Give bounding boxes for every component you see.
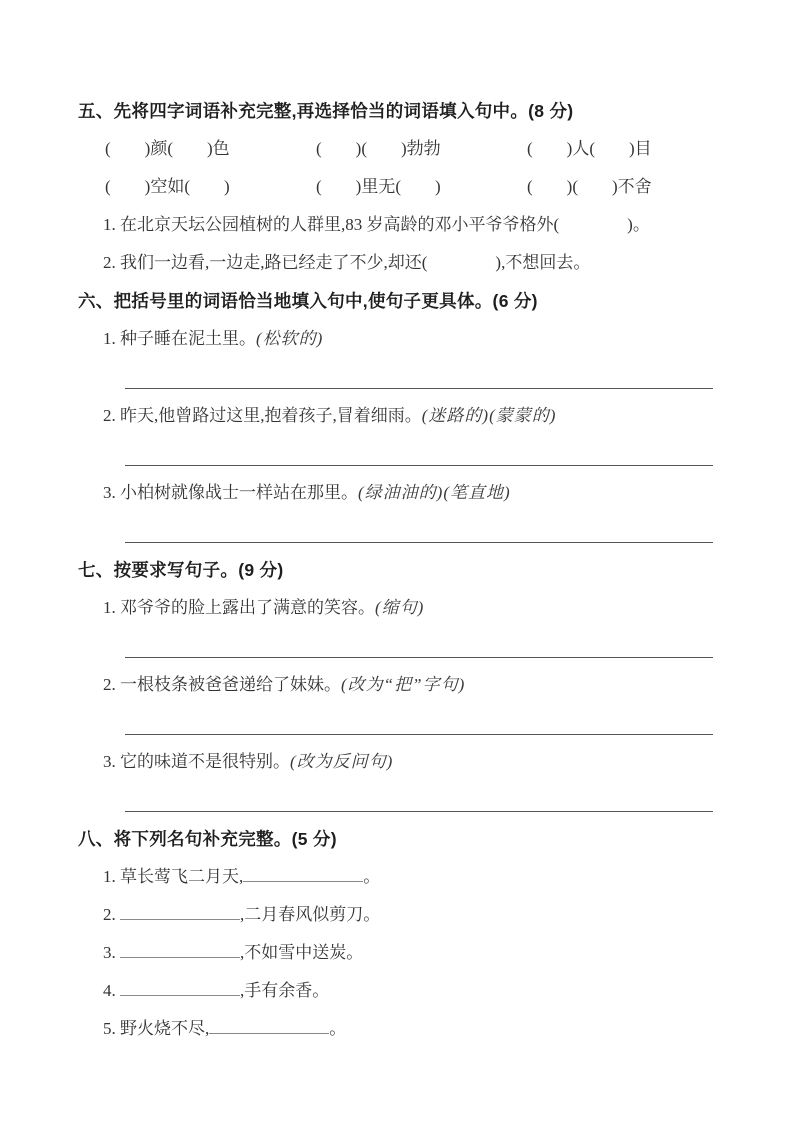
answer-line: [125, 435, 713, 466]
answer-line: [125, 512, 713, 543]
question-text: 5. 野火烧不尽,: [103, 1019, 210, 1038]
question-text: ,手有余香。: [240, 981, 330, 1000]
question-hint: (松软的): [256, 329, 324, 348]
idiom-blank: ( )空如( ): [105, 177, 230, 196]
idiom-blank: ( )人( )目: [527, 139, 652, 158]
question-item: [78, 666, 723, 704]
question-text: 1. 邓爷爷的脸上露出了满意的笑容。: [103, 598, 375, 617]
question-hint: (缩句): [375, 598, 425, 617]
idiom-blank: ( )里无( ): [316, 177, 441, 196]
answer-line: [125, 781, 713, 812]
question-text: ,不如雪中送炭。: [240, 943, 364, 962]
fill-blank-line: [209, 1015, 329, 1034]
question-item: [78, 397, 723, 435]
idiom-blank: ( )( )不舍: [527, 177, 652, 196]
question-text: 3. 它的味道不是很特别。: [103, 752, 290, 771]
question-item: [78, 206, 723, 244]
question-text: 3. 小柏树就像战士一样站在那里。: [103, 483, 358, 502]
question-text: 。: [363, 867, 381, 886]
question-text: 2. 昨天,他曾路过这里,抱着孩子,冒着细雨。: [103, 406, 422, 425]
question-item: [78, 244, 723, 282]
question-text: 2. 一根枝条被爸爸递给了妹妹。: [103, 675, 341, 694]
idiom-blank: ( )颜( )色: [105, 139, 230, 158]
fill-blank-line: [243, 863, 363, 882]
question-hint: (迷路的)(蒙蒙的): [421, 406, 557, 425]
famous-line-item: [78, 858, 723, 896]
question-hint: (改为反问句): [290, 752, 394, 771]
question-text: 2.: [103, 905, 120, 924]
answer-line: [125, 704, 713, 735]
question-text: 2. 我们一边看,一边走,路已经走了不少,却还( ),不想回去。: [103, 253, 591, 272]
question-text: 1. 种子睡在泥土里。: [103, 329, 256, 348]
question-item: [78, 743, 723, 781]
question-text: 1. 草长莺飞二月天,: [103, 867, 244, 886]
idiom-blank-row-2: [78, 168, 723, 206]
question-item: [78, 589, 723, 627]
question-item: [78, 474, 723, 512]
fill-blank-line: [120, 901, 240, 920]
question-text: ,二月春风似剪刀。: [240, 905, 381, 924]
question-text: 1. 在北京天坛公园植树的人群里,83 岁高龄的邓小平爷爷格外( )。: [103, 215, 650, 234]
idiom-blank: ( )( )勃勃: [316, 139, 441, 158]
section-heading-five: 五、先将四字词语补充完整,再选择恰当的词语填入句中。(8 分): [78, 101, 574, 121]
section-heading-seven: 七、按要求写句子。(9 分): [78, 560, 284, 580]
answer-line: [125, 627, 713, 658]
answer-line: [125, 358, 713, 389]
famous-line-item: [78, 934, 723, 972]
question-text: 3.: [103, 943, 120, 962]
question-item: [78, 320, 723, 358]
question-hint: (绿油油的)(笔直地): [358, 483, 511, 502]
question-text: 4.: [103, 981, 120, 1000]
section-heading-eight: 八、将下列名句补充完整。(5 分): [78, 829, 337, 849]
idiom-blank-row-1: [78, 130, 723, 168]
fill-blank-line: [120, 939, 240, 958]
famous-line-item: [78, 972, 723, 1010]
section-heading-six: 六、把括号里的词语恰当地填入句中,使句子更具体。(6 分): [78, 291, 538, 311]
question-text: 。: [329, 1019, 347, 1038]
famous-line-item: [78, 1010, 723, 1048]
question-hint: (改为“把”字句): [341, 675, 466, 694]
fill-blank-line: [120, 977, 240, 996]
famous-line-item: [78, 896, 723, 934]
